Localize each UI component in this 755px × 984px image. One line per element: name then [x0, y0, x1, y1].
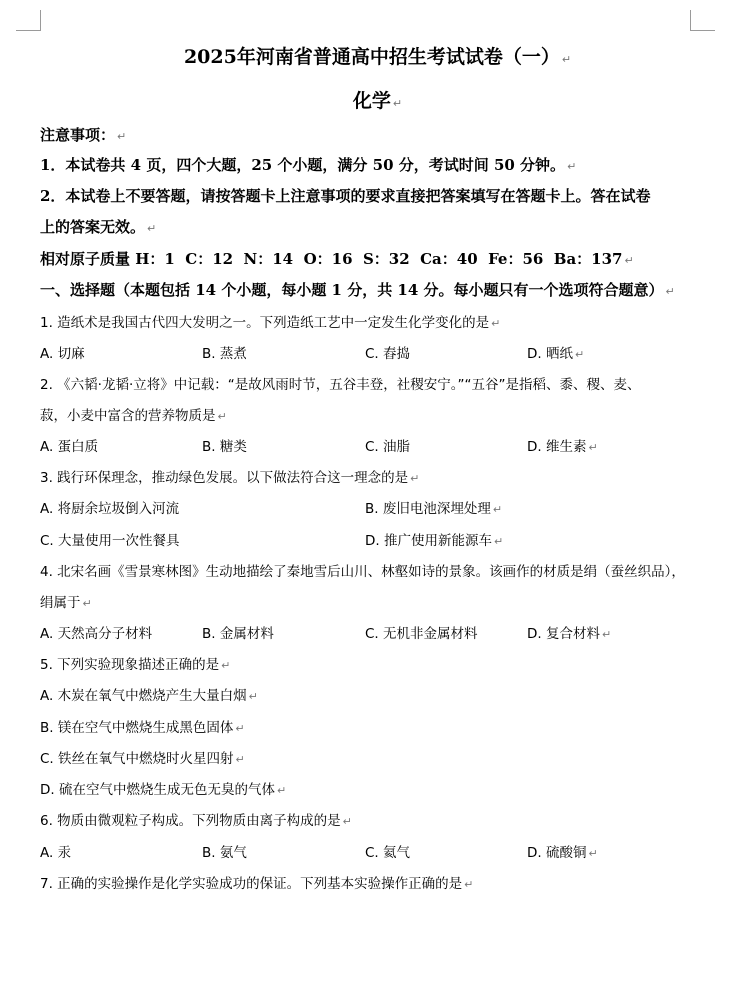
- paragraph-mark-icon: ↵: [221, 659, 231, 672]
- notes-heading: 注意事项： ↵: [40, 126, 127, 144]
- atomic-mass-line: 相对原子质量 H：1 C：12 N：14 O：16 S：32 Ca：40 Fe：56 Ba：137 ↵: [40, 250, 634, 268]
- question-2-option-d: D. 维生素 ↵: [527, 439, 598, 455]
- question-4-option-d: D. 复合材料 ↵: [527, 626, 612, 642]
- question-1-option-c: C. 舂捣: [365, 346, 411, 362]
- question-1-option-d: D. 晒纸 ↵: [527, 346, 585, 362]
- question-3-option-a: A. 将厨余垃圾倒入河流: [40, 501, 180, 517]
- paragraph-mark-icon: ↵: [342, 815, 352, 828]
- notes-item-2-line-1: 2．本试卷上不要答题，请按答题卡上注意事项的要求直接把答案填写在答题卡上。答在试卷: [40, 187, 651, 205]
- question-3-option-b: B. 废旧电池深埋处理 ↵: [365, 501, 503, 517]
- question-4-stem-line-1: 4. 北宋名画《雪景寒林图》生动地描绘了秦地雪后山川、林壑如诗的景象。该画作的材质是绢（蚕丝织品），: [40, 564, 685, 580]
- question-4-option-a: A. 天然高分子材料: [40, 626, 153, 642]
- paragraph-mark-icon: ↵: [147, 222, 157, 235]
- paragraph-mark-icon: ↵: [567, 160, 577, 173]
- question-6-stem: 6. 物质由微观粒子构成。下列物质由离子构成的是 ↵: [40, 813, 352, 829]
- question-6-option-b: B. 氨气: [202, 845, 247, 861]
- question-4-stem-line-2: 绢属于 ↵: [40, 595, 92, 611]
- question-3-option-c: C. 大量使用一次性餐具: [40, 533, 180, 549]
- question-4-option-c: C. 无机非金属材料: [365, 626, 478, 642]
- paragraph-mark-icon: ↵: [665, 285, 675, 298]
- question-2-option-b: B. 糖类: [202, 439, 247, 455]
- question-3-option-d: D. 推广使用新能源车 ↵: [365, 533, 504, 549]
- subject-title: 化学 ↵: [352, 90, 403, 112]
- section-1-heading: 一、选择题（本题包括 14 个小题，每小题 1 分，共 14 分。每小题只有一个选项符合题意） ↵: [40, 281, 675, 299]
- paragraph-mark-icon: ↵: [464, 878, 474, 891]
- exam-title: 2025年河南省普通高中招生考试试卷（一） ↵: [183, 46, 572, 68]
- paragraph-mark-icon: ↵: [588, 441, 598, 454]
- question-5-stem: 5. 下列实验现象描述正确的是 ↵: [40, 657, 231, 673]
- paragraph-mark-icon: ↵: [493, 535, 504, 548]
- paragraph-mark-icon: ↵: [492, 503, 503, 516]
- question-5-option-a: A. 木炭在氧气中燃烧产生大量白烟 ↵: [40, 688, 258, 704]
- paragraph-mark-icon: ↵: [235, 753, 245, 766]
- paragraph-mark-icon: ↵: [601, 628, 612, 641]
- notes-item-1: 1．本试卷共 4 页，四个大题，25 个小题，满分 50 分，考试时间 50 分钟。 ↵: [40, 156, 577, 174]
- paragraph-mark-icon: ↵: [410, 472, 420, 485]
- question-1-option-a: A. 切麻: [40, 346, 85, 362]
- question-5-option-c: C. 铁丝在氧气中燃烧时火星四射 ↵: [40, 751, 245, 767]
- question-1-option-b: B. 蒸煮: [202, 346, 247, 362]
- paragraph-mark-icon: ↵: [235, 722, 245, 735]
- paragraph-mark-icon: ↵: [392, 97, 403, 110]
- question-6-option-c: C. 氦气: [365, 845, 411, 861]
- paragraph-mark-icon: ↵: [574, 348, 585, 361]
- paragraph-mark-icon: ↵: [117, 130, 127, 143]
- question-6-option-a: A. 汞: [40, 845, 72, 861]
- question-5-option-b: B. 镁在空气中燃烧生成黑色固体 ↵: [40, 720, 245, 736]
- question-7-stem: 7. 正确的实验操作是化学实验成功的保证。下列基本实验操作正确的是 ↵: [40, 876, 474, 892]
- crop-mark-top-left: [16, 10, 41, 31]
- paragraph-mark-icon: ↵: [561, 53, 572, 66]
- paragraph-mark-icon: ↵: [82, 597, 92, 610]
- question-2-option-a: A. 蛋白质: [40, 439, 99, 455]
- question-6-option-d: D. 硫酸铜 ↵: [527, 845, 598, 861]
- question-2-stem-line-2: 菽，小麦中富含的营养物质是 ↵: [40, 408, 227, 424]
- paragraph-mark-icon: ↵: [491, 317, 501, 330]
- question-1-stem: 1. 造纸术是我国古代四大发明之一。下列造纸工艺中一定发生化学变化的是 ↵: [40, 315, 501, 331]
- question-4-option-b: B. 金属材料: [202, 626, 274, 642]
- question-3-stem: 3. 践行环保理念，推动绿色发展。以下做法符合这一理念的是 ↵: [40, 470, 420, 486]
- paragraph-mark-icon: ↵: [624, 254, 634, 267]
- question-5-option-d: D. 硫在空气中燃烧生成无色无臭的气体 ↵: [40, 782, 287, 798]
- paragraph-mark-icon: ↵: [276, 784, 287, 797]
- question-2-stem-line-1: 2. 《六韬·龙韬·立将》中记载：“是故风雨时节，五谷丰登，社稷安宁。”“五谷”是指稻、黍、稷、麦、: [40, 377, 641, 393]
- paragraph-mark-icon: ↵: [588, 847, 598, 860]
- question-2-option-c: C. 油脂: [365, 439, 411, 455]
- paragraph-mark-icon: ↵: [248, 690, 258, 703]
- notes-item-2-line-2: 上的答案无效。 ↵: [40, 218, 157, 236]
- paragraph-mark-icon: ↵: [217, 410, 227, 423]
- crop-mark-top-right: [690, 10, 715, 31]
